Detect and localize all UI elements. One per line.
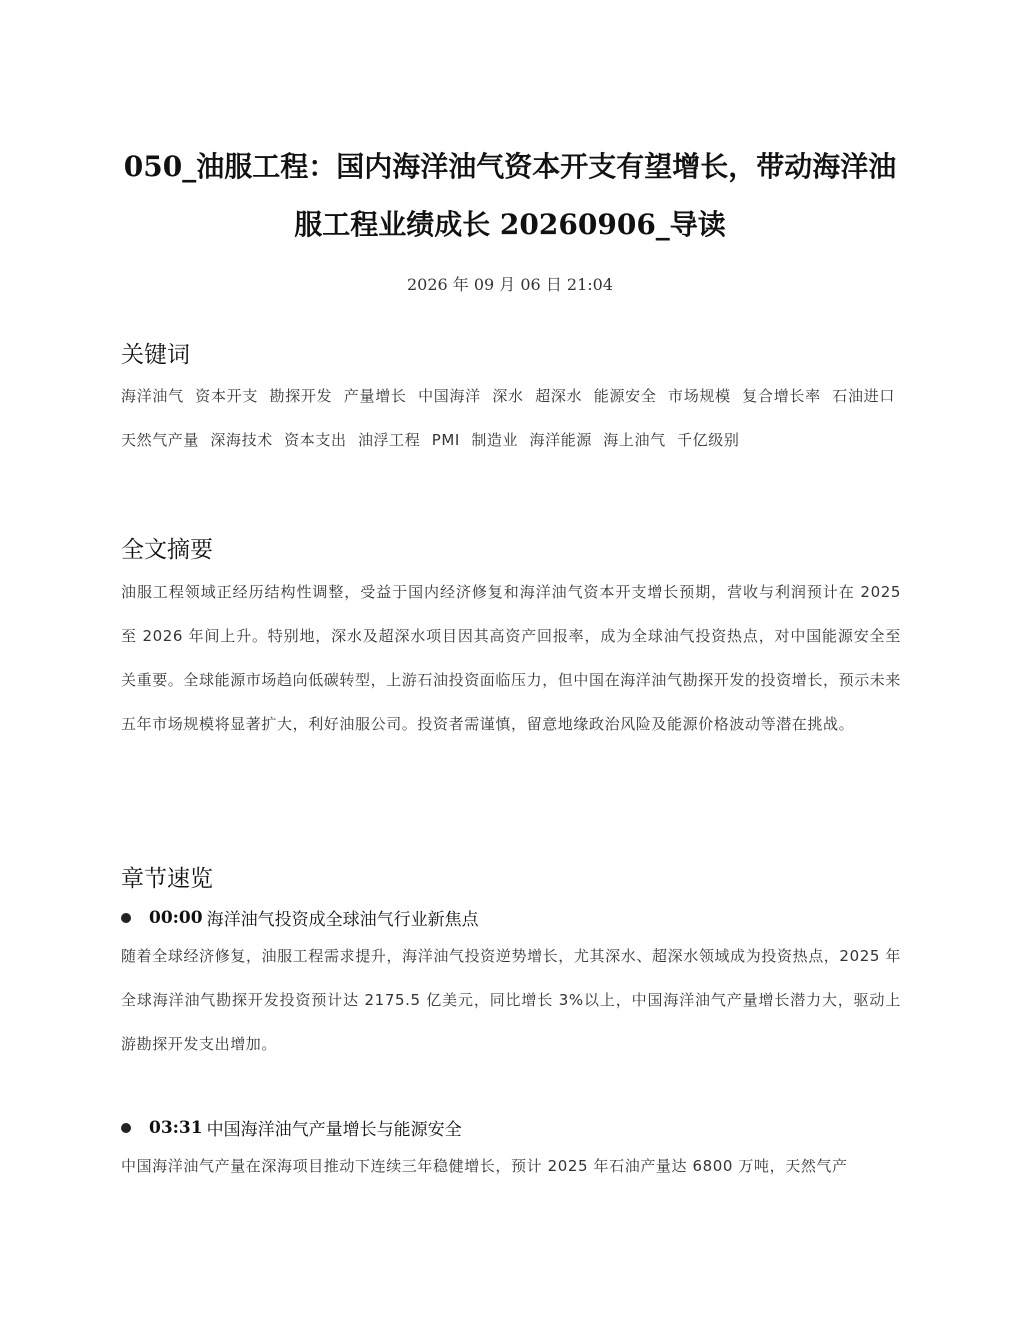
chapter-title bbox=[121, 1115, 901, 1140]
publish-date: 2026 年 09 月 06 日 21:04 bbox=[406, 275, 614, 294]
keyword-tag: 油浮工程 bbox=[357, 431, 421, 449]
chapter-title bbox=[121, 905, 901, 930]
keyword-tag: PMI bbox=[431, 431, 460, 449]
keyword-tag: 海洋油气 bbox=[121, 387, 184, 405]
keyword-tag: 天然气产量 bbox=[121, 431, 200, 449]
keyword-tag: 海洋能源 bbox=[529, 431, 592, 449]
keyword-tag: 深水 bbox=[492, 387, 524, 405]
chapter-title-text: 海洋油气投资成全球油气行业新焦点 bbox=[206, 910, 479, 930]
chapters-heading: 章节速览 bbox=[121, 866, 213, 892]
chapter-timestamp: 03:31 bbox=[149, 1117, 203, 1138]
keyword-tag: 制造业 bbox=[471, 431, 519, 449]
chapter-text: 中国海洋油气产量在深海项目推动下连续三年稳健增长，预计 2025 年石油产量达 6800 万吨，天然气产 bbox=[121, 1157, 848, 1175]
keyword-tag: 复合增长率 bbox=[742, 387, 821, 405]
keyword-tag: 市场规模 bbox=[668, 387, 731, 405]
keyword-list bbox=[121, 374, 901, 462]
keyword-tag: 石油进口 bbox=[832, 387, 895, 405]
keyword-tag: 资本开支 bbox=[195, 387, 259, 405]
keyword-tag: 资本支出 bbox=[284, 431, 347, 449]
chapter-text-clip bbox=[121, 1144, 901, 1188]
summary-text: 油服工程领域正经历结构性调整，受益于国内经济修复和海洋油气资本开支增长预期，营收与利润预计在 2025 至 2026 年间上升。特别地，深水及超深水项目因其高资产回报率，成为全球油气投资热点，对中国能源安全至关重要。全球能源市场趋向低碳转型，上游石油投资面临压力，但中国在海洋油气勘探开发的投资增长，预示未来五年市场规模将显著扩大，利好油服公司。投资者需谨慎，留意地缘政治风险及能源价格波动等潜在挑战。 bbox=[121, 583, 902, 733]
chapter-text: 随着全球经济修复，油服工程需求提升，海洋油气投资逆势增长，尤其深水、超深水领域成为投资热点，2025 年全球海洋油气勘探开发投资预计达 2175.5 亿美元，同比增长 3%以上，中国海洋油气产量增长潜力大，驱动上游勘探开发支出增加。 bbox=[121, 947, 901, 1053]
page-title: 050_油服工程：国内海洋油气资本开支有望增长，带动海洋油服工程业绩成长 20260906_导读 bbox=[123, 150, 897, 241]
summary-heading: 全文摘要 bbox=[121, 537, 213, 563]
keyword-tag: 产量增长 bbox=[343, 387, 407, 405]
chapter-title-text: 中国海洋油气产量增长与能源安全 bbox=[206, 1120, 462, 1140]
keyword-tag: 海上油气 bbox=[603, 431, 666, 449]
keyword-tag: 勘探开发 bbox=[269, 387, 333, 405]
keywords-heading: 关键词 bbox=[121, 342, 190, 368]
bullet-icon bbox=[121, 1123, 131, 1133]
keyword-tag: 能源安全 bbox=[593, 387, 657, 405]
keyword-tag: 中国海洋 bbox=[418, 387, 481, 405]
bullet-icon bbox=[121, 913, 131, 923]
keyword-tag: 千亿级别 bbox=[677, 431, 740, 449]
keyword-tag: 深海技术 bbox=[210, 431, 273, 449]
keyword-tag: 超深水 bbox=[535, 387, 583, 405]
chapter-timestamp: 00:00 bbox=[149, 907, 203, 928]
